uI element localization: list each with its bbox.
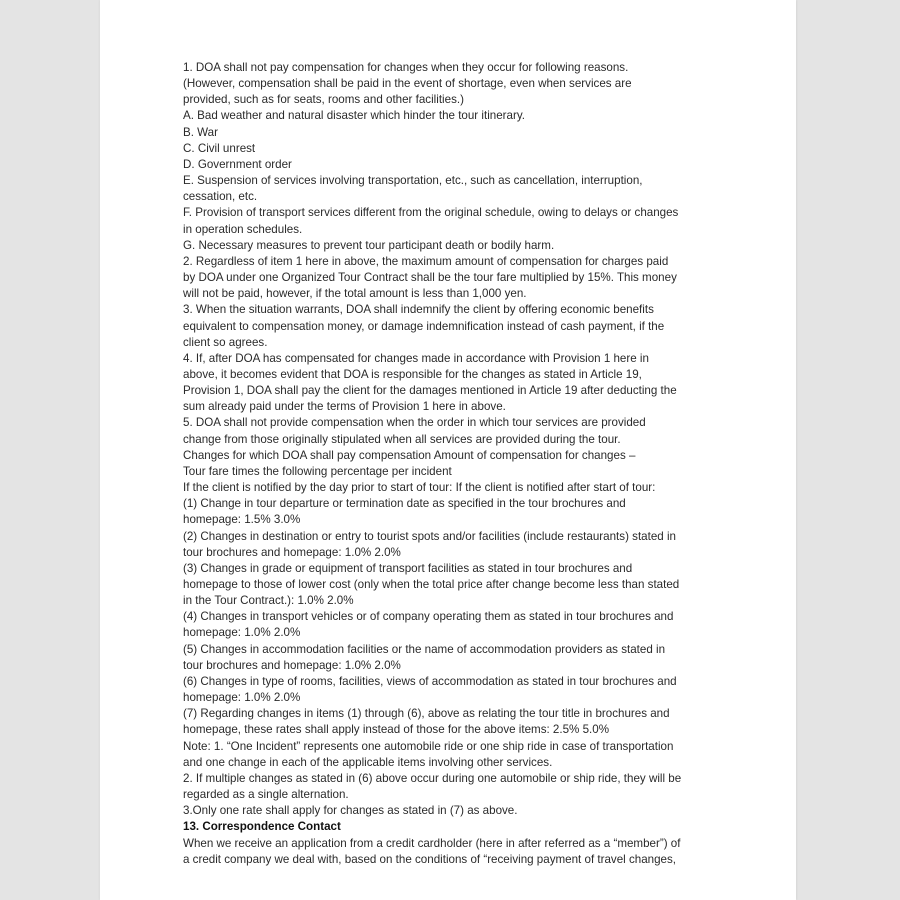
section-heading: 13. Correspondence Contact [183, 820, 341, 834]
text-line: a credit company we deal with, based on the conditions of “receiving payment of travel changes, [183, 852, 677, 866]
text-line: Note: 1. “One Incident” represents one automobile ride or one ship ride in case of transportation [183, 739, 674, 753]
text-line: 2. If multiple changes as stated in (6) above occur during one automobile or ship ride, they will be [183, 771, 682, 785]
text-line: in operation schedules. [183, 222, 303, 236]
text-line: (4) Changes in transport vehicles or of company operating them as stated in tour brochures and [183, 610, 674, 624]
text-line: above, it becomes evident that DOA is responsible for the changes as stated in Article 19, [183, 367, 642, 381]
text-line: 4. If, after DOA has compensated for changes made in accordance with Provision 1 here in [183, 351, 649, 365]
text-line: client so agrees. [183, 335, 268, 349]
text-line: in the Tour Contract.): 1.0% 2.0% [183, 594, 354, 608]
text-line: homepage to those of lower cost (only when the total price after change become less than stated [183, 578, 680, 591]
text-line: will not be paid, however, if the total amount is less than 1,000 yen. [183, 287, 527, 301]
text-line: 3. When the situation warrants, DOA shall indemnify the client by offering economic benefits [183, 303, 654, 317]
text-line: (However, compensation shall be paid in the event of shortage, even when services are [183, 77, 632, 91]
text-line: cessation, etc. [183, 190, 258, 204]
text-line: (2) Changes in destination or entry to tourist spots and/or facilities (include restaurants) stated in [183, 529, 676, 543]
text-line: (3) Changes in grade or equipment of transport facilities as stated in tour brochures and [183, 561, 633, 575]
text-line: A. Bad weather and natural disaster which hinder the tour itinerary. [183, 109, 525, 123]
text-line: E. Suspension of services involving transportation, etc., such as cancellation, interruption, [183, 174, 643, 188]
text-line: Provision 1, DOA shall pay the client for the damages mentioned in Article 19 after deducting the [183, 384, 677, 398]
text-line: tour brochures and homepage: 1.0% 2.0% [183, 658, 401, 672]
text-line: G. Necessary measures to prevent tour participant death or bodily harm. [183, 238, 555, 252]
text-line: (1) Change in tour departure or termination date as specified in the tour brochures and [183, 497, 626, 511]
text-line: homepage, these rates shall apply instead of those for the above items: 2.5% 5.0% [183, 723, 610, 737]
text-line: homepage: 1.5% 3.0% [183, 513, 301, 527]
text-line: 1. DOA shall not pay compensation for changes when they occur for following reasons. [183, 61, 629, 74]
text-line: and one change in each of the applicable items involving other services. [183, 755, 553, 769]
text-line: (6) Changes in type of rooms, facilities, views of accommodation as stated in tour brochures and [183, 674, 677, 688]
text-line: (5) Changes in accommodation facilities or the name of accommodation providers as stated in [183, 642, 666, 656]
text-line: If the client is notified by the day prior to start of tour: If the client is notified after start of tour: [183, 481, 656, 495]
text-line: sum already paid under the terms of Provision 1 here in above. [183, 400, 506, 414]
text-line: homepage: 1.0% 2.0% [183, 626, 301, 640]
text-line: 2. Regardless of item 1 here in above, the maximum amount of compensation for charges paid [183, 254, 669, 268]
text-line: equivalent to compensation money, or damage indemnification instead of cash payment, if the [183, 319, 665, 333]
text-line: tour brochures and homepage: 1.0% 2.0% [183, 545, 401, 559]
text-line: (7) Regarding changes in items (1) through (6), above as relating the tour title in brochures and [183, 707, 670, 721]
text-line: F. Provision of transport services different from the original schedule, owing to delays or changes [183, 206, 679, 220]
text-line: 3.Only one rate shall apply for changes as stated in (7) as above. [183, 804, 518, 818]
text-line: C. Civil unrest [183, 141, 256, 155]
text-line: change from those originally stipulated when all services are provided during the tour. [183, 432, 621, 446]
text-line: B. War [183, 125, 218, 139]
text-line: When we receive an application from a credit cardholder (here in after referred as a “member”) of [183, 836, 681, 850]
text-line: 5. DOA shall not provide compensation when the order in which tour services are provided [183, 416, 646, 430]
text-line: regarded as a single alternation. [183, 788, 349, 802]
text-line: Changes for which DOA shall pay compensation Amount of compensation for changes – [183, 448, 636, 462]
text-line: D. Government order [183, 157, 292, 171]
text-line: homepage: 1.0% 2.0% [183, 691, 301, 705]
document-page [100, 0, 796, 900]
text-line: provided, such as for seats, rooms and other facilities.) [183, 93, 464, 107]
text-line: by DOA under one Organized Tour Contract shall be the tour fare multiplied by 15%. This money [183, 271, 677, 285]
text-line: Tour fare times the following percentage per incident [183, 464, 452, 478]
document-body [183, 60, 723, 868]
